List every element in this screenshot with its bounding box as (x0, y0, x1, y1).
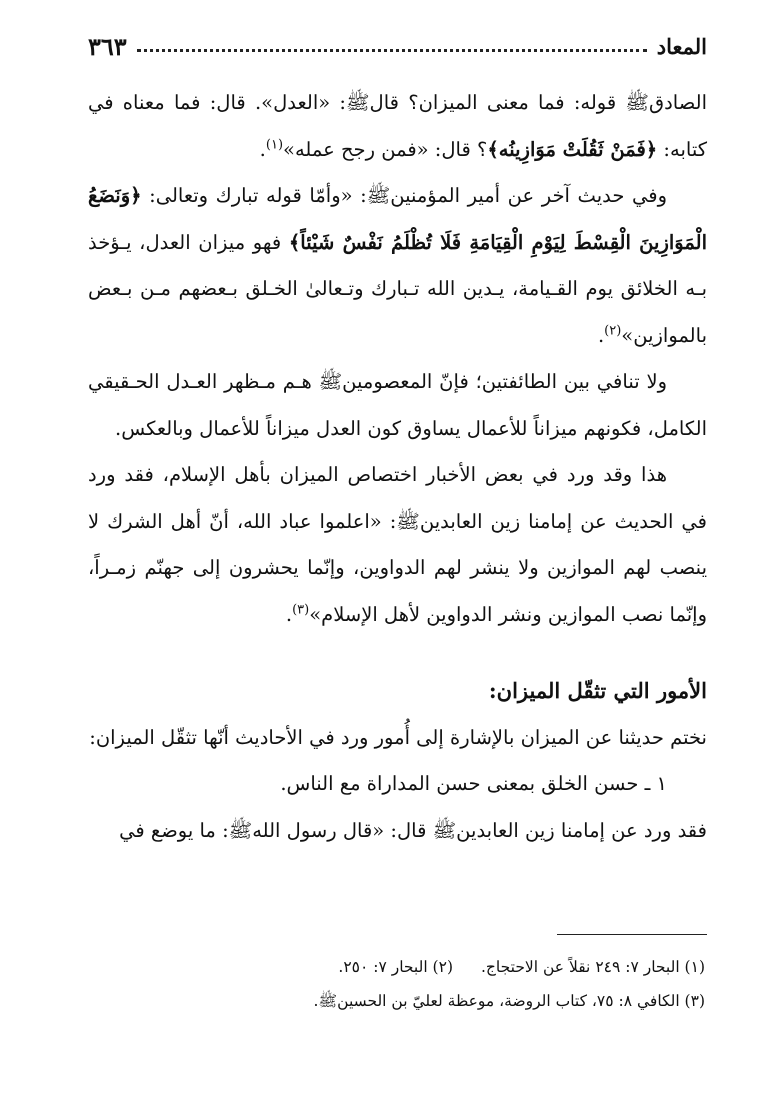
running-header (88, 28, 707, 65)
chapter-title: المعاد (656, 33, 707, 59)
footnote-separator (557, 934, 707, 935)
paragraph-2 (88, 173, 707, 359)
header-dot-leader (137, 49, 647, 52)
footnote-1: (١) البحار ٧: ٢٤٩ نقلاً عن الاحتجاج. (481, 958, 705, 976)
paragraph-3: ولا تنافي بين الطائفتين؛ فإنّ المعصومينﷺ هـم مـظهر العـدل الحـقيقي الكامل، فكونهم ميزاناً للأعمال يساوق كون العدل ميزاناً للأعمال وبالعكس. (88, 370, 707, 440)
paragraph-1-text-a: الصادقﷺ قوله: فما معنى الميزان؟ قالﷺ: «العدل». قال: فما معناه في كتابه: (88, 91, 707, 161)
footnote-ref-1: (١) (265, 137, 284, 152)
footnote-ref-3: (٣) (292, 602, 310, 617)
footnote-line-1 (88, 950, 707, 984)
paragraph-4-end: . (285, 602, 293, 626)
footnote-3: (٣) الكافي ٨: ٧٥، كتاب الروضة، موعظة لعليّ بن الحسينﷺ. (313, 992, 705, 1010)
paragraph-2-text-a: وفي حديث آخر عن أمير المؤمنينﷺ: «وأمّا قوله تبارك وتعالى: (141, 184, 667, 207)
paragraph-4 (88, 452, 707, 638)
quran-quote-1: ﴿فَمَنْ ثَقُلَتْ مَوَازِينُه﴾ (487, 137, 658, 161)
footnotes (88, 950, 707, 1018)
paragraph-2-end: . (597, 323, 605, 347)
quran-quote-2: ﴿وَنَضَعُ الْمَوَازِينَ الْقِسْطَ لِيَوْمِ الْقِيَامَةِ فَلَا تُظْلَمُ نَفْسٌ شَيْئاً﴾ (88, 184, 707, 254)
paragraph-5: نختم حديثنا عن الميزان بالإشارة إلى أُمور ورد في الأحاديث أنّها تثقّل الميزان: (89, 725, 707, 749)
page-body (88, 80, 707, 854)
page-number: ٣٦٣ (88, 31, 127, 61)
paragraph-6: فقد ورد عن إمامنا زين العابدينﷺ قال: «قال رسول اللهﷺ: ما يوضع في (119, 818, 707, 842)
paragraph-1 (88, 80, 707, 173)
paragraph-2-text-b: فهو ميزان العدل، يـؤخذ بـه الخلائق يوم القـيامة، يـدين الله تـبارك وتـعالىٰ الخـلق بـعضهم مـن بـعض بالموازين» (88, 230, 707, 347)
footnote-2: (٢) البحار ٧: ٢٥٠. (338, 958, 453, 976)
footnote-ref-2: (٢) (604, 323, 622, 338)
paragraph-4-text: هذا وقد ورد في بعض الأخبار اختصاص الميزان بأهل الإسلام، فقد ورد في الحديث عن إمامنا زين العابدينﷺ: «اعلموا عباد الله، أنّ أهل الشرك لا ينصب لهم الموازين ولا ينشر لهم الدواوين، وإنّما يحشرون إلى جهنّم زمـراً، وإنّما نصب الموازين ونشر الدواوين لأهل الإسلام» (88, 463, 707, 626)
paragraph-1-text-b: ؟ قال: «فمن رجح عمله» (283, 137, 488, 161)
section-heading: الأمور التي تثقّل الميزان: (488, 678, 707, 703)
paragraph-1-end: . (259, 137, 266, 161)
list-item-1: ١ ـ حسن الخلق بمعنى حسن المداراة مع الناس. (280, 772, 667, 795)
